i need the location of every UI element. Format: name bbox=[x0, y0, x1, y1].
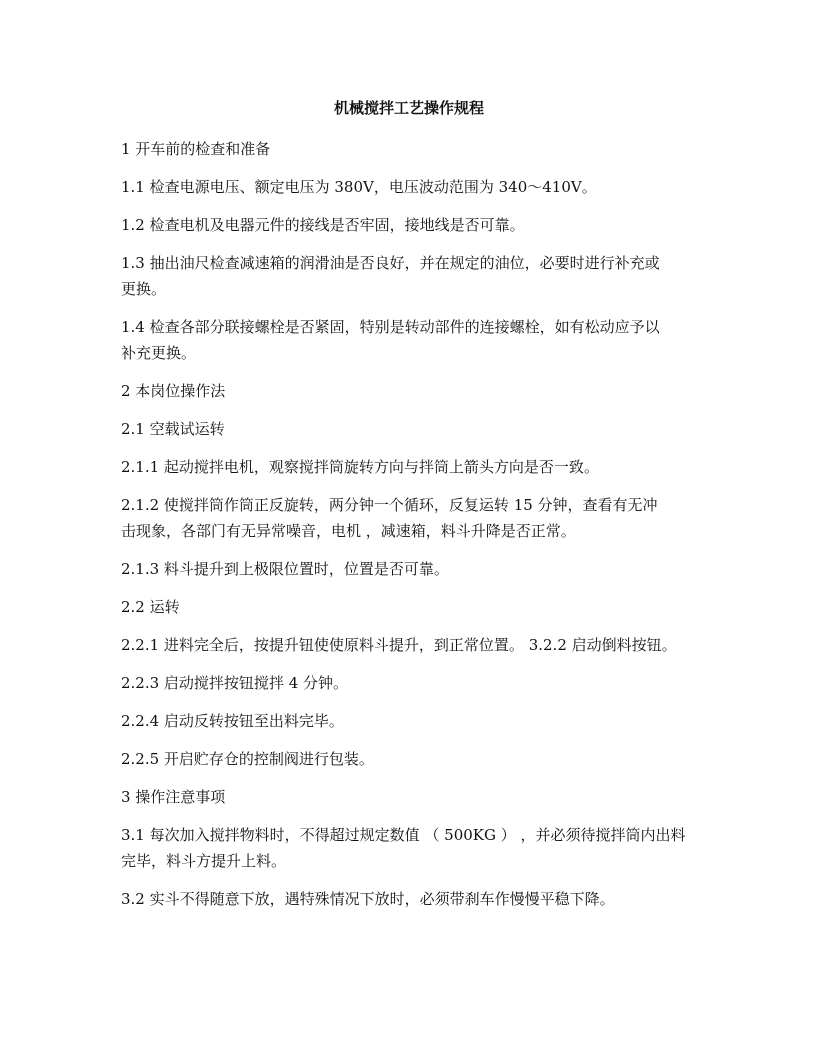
paragraph bbox=[121, 250, 697, 302]
paragraph-line: 1.4 检查各部分联接螺栓是否紧固，特别是转动部件的连接螺栓，如有松动应予以 bbox=[121, 318, 660, 336]
paragraph bbox=[121, 556, 697, 582]
paragraph-line: 3.2 实斗不得随意下放，遇特殊情况下放时，必须带刹车作慢慢平稳下降。 bbox=[121, 890, 615, 908]
paragraph bbox=[121, 784, 697, 810]
paragraph-line: 2.2 运转 bbox=[121, 598, 180, 616]
paragraph-line: 更换。 bbox=[121, 280, 167, 298]
paragraph-line: 1 开车前的检查和准备 bbox=[121, 140, 271, 158]
paragraph-line: 完毕，料斗方提升上料。 bbox=[121, 852, 287, 870]
paragraph bbox=[121, 314, 697, 366]
paragraph-line: 2.2.1 进料完全后，按提升钮使使原料斗提升，到正常位置。 3.2.2 启动倒料按钮。 bbox=[121, 636, 677, 654]
paragraph-line: 3 操作注意事项 bbox=[121, 788, 226, 806]
paragraph bbox=[121, 670, 697, 696]
paragraph bbox=[121, 822, 697, 874]
paragraph bbox=[121, 492, 697, 544]
paragraph-line: 1.1 检查电源电压、额定电压为 380V，电压波动范围为 340～410V。 bbox=[121, 178, 597, 196]
document-body bbox=[121, 136, 697, 912]
paragraph-line: 2.1 空载试运转 bbox=[121, 420, 225, 438]
paragraph-line: 2 本岗位操作法 bbox=[121, 382, 226, 400]
paragraph bbox=[121, 708, 697, 734]
paragraph bbox=[121, 886, 697, 912]
paragraph-line: 2.2.3 启动搅拌按钮搅拌 4 分钟。 bbox=[121, 674, 349, 692]
paragraph bbox=[121, 454, 697, 480]
paragraph-line: 击现象，各部门有无异常噪音，电机 ，减速箱，料斗升降是否正常。 bbox=[121, 522, 576, 540]
paragraph bbox=[121, 136, 697, 162]
paragraph-line: 2.1.3 料斗提升到上极限位置时，位置是否可靠。 bbox=[121, 560, 449, 578]
paragraph-line: 2.1.1 起动搅拌电机，观察搅拌筒旋转方向与拌筒上箭头方向是否一致。 bbox=[121, 458, 599, 476]
paragraph-line: 补充更换。 bbox=[121, 344, 197, 362]
paragraph bbox=[121, 174, 697, 200]
paragraph bbox=[121, 378, 697, 404]
paragraph bbox=[121, 594, 697, 620]
paragraph bbox=[121, 416, 697, 442]
paragraph-line: 1.3 抽出油尺检查减速箱的润滑油是否良好，并在规定的油位，必要时进行补充或 bbox=[121, 254, 660, 272]
paragraph bbox=[121, 746, 697, 772]
paragraph-line: 2.2.4 启动反转按钮至出料完毕。 bbox=[121, 712, 344, 730]
paragraph-line: 2.1.2 使搅拌筒作筒正反旋转，两分钟一个循环，反复运转 15 分钟，查看有无冲 bbox=[121, 496, 658, 514]
paragraph-line: 2.2.5 开启贮存仓的控制阀进行包装。 bbox=[121, 750, 374, 768]
paragraph bbox=[121, 212, 697, 238]
paragraph-line: 3.1 每次加入搅拌物料时，不得超过规定数值 （ 500KG ） ，并必须待搅拌筒内出料 bbox=[121, 826, 686, 844]
document-title: 机械搅拌工艺操作规程 bbox=[333, 99, 484, 117]
paragraph bbox=[121, 632, 697, 658]
document-page bbox=[121, 96, 697, 924]
paragraph-line: 1.2 检查电机及电器元件的接线是否牢固，接地线是否可靠。 bbox=[121, 216, 525, 234]
